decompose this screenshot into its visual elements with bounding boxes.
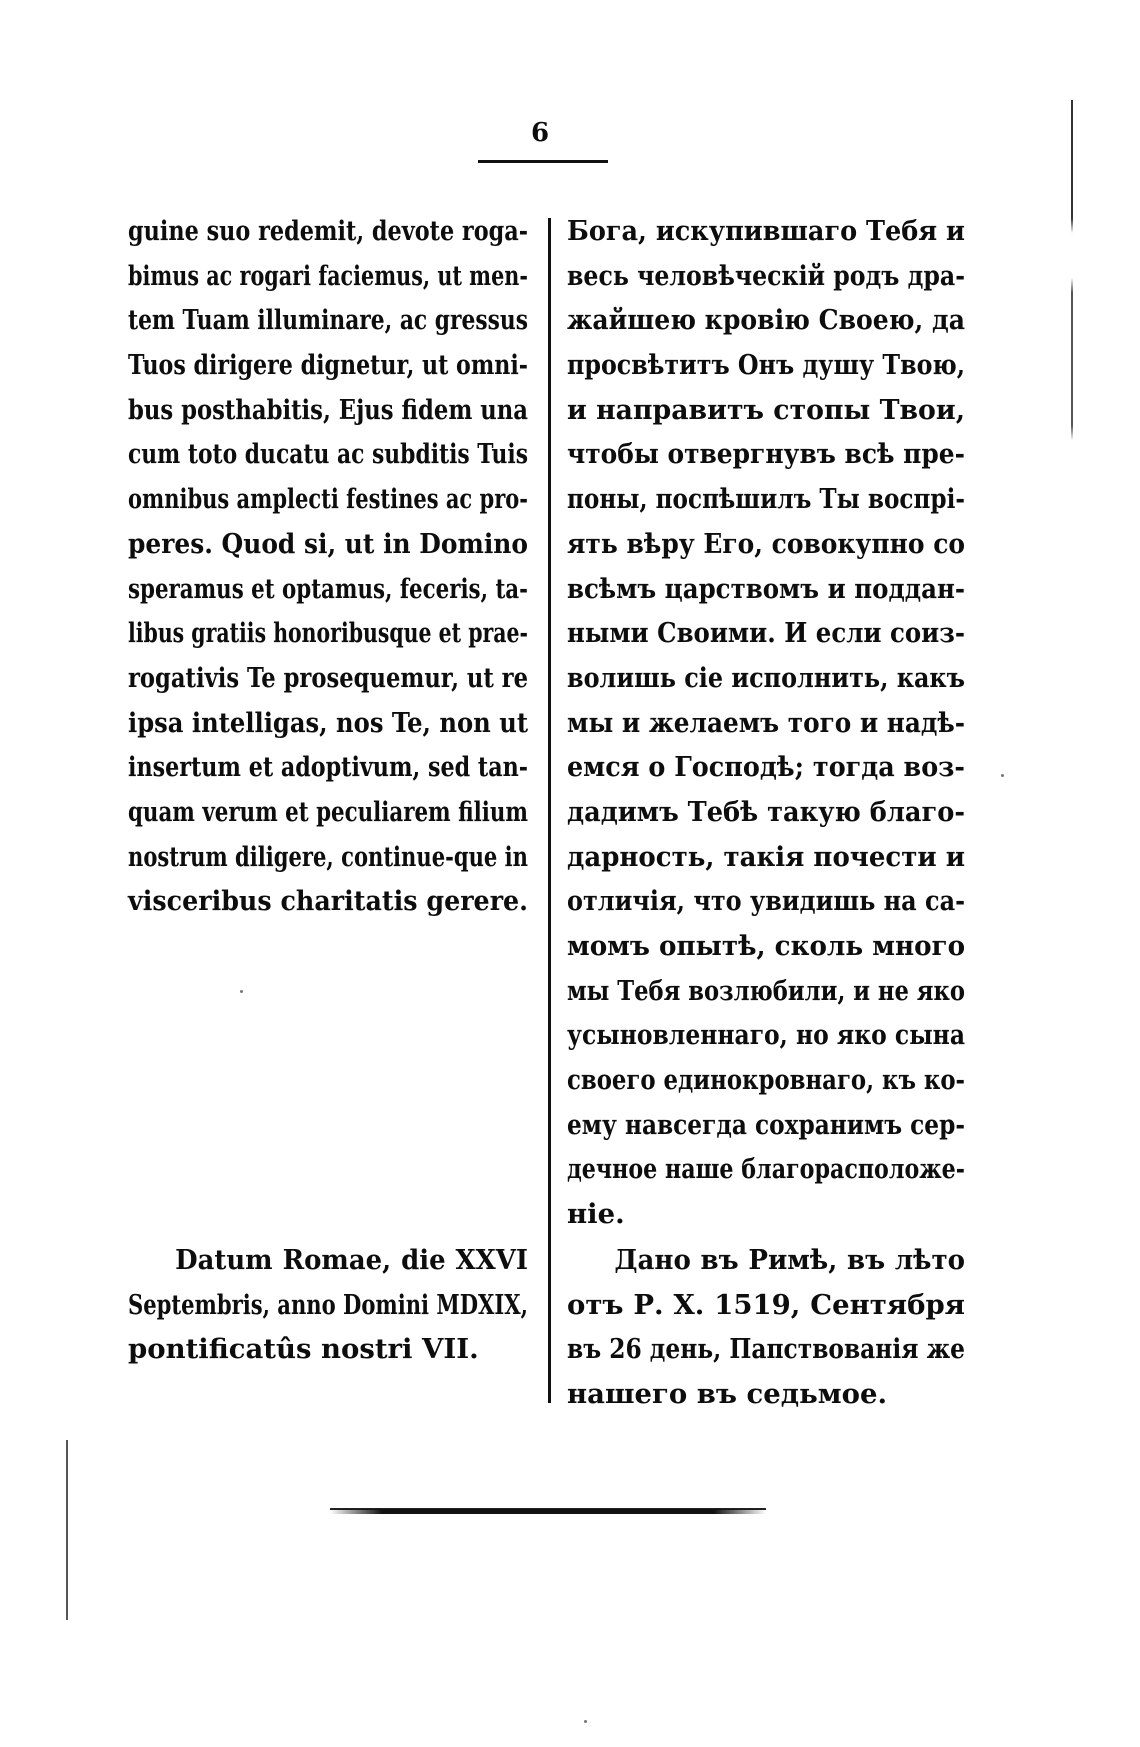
latin-column (128, 209, 528, 924)
latin-line: speramus et optamus, feceris, ta- (128, 572, 528, 605)
latin-line: libus gratiis honoribusque et prae- (128, 617, 528, 650)
latin-date-line: Datum Romae, die XXVI (175, 1244, 528, 1276)
scan-speck (1001, 774, 1004, 777)
russian-line: Бога, искупившаго Тебя и (567, 215, 965, 247)
russian-line: отличія, что увидишь на са- (567, 885, 966, 918)
latin-line: ipsa intelligas, nos Te, non ut (128, 706, 529, 739)
latin-dating-clause (128, 1238, 528, 1372)
russian-line: жайшею кровію Своею, да (567, 304, 965, 337)
end-rule-thick (330, 1509, 766, 1514)
latin-date-line: Septembris, anno Domini MDXIX, (128, 1288, 528, 1321)
russian-line: всѣмъ царствомъ и поддан- (567, 572, 966, 605)
russian-date-line: отъ Р. Х. 1519, Сентября (567, 1288, 965, 1321)
scan-edge-mark (1071, 100, 1073, 1580)
russian-line: волишь сіе исполнить, какъ (567, 661, 965, 694)
russian-line: поны, поспѣшилъ Ты воспрі- (567, 483, 966, 516)
scan-edge-mark (66, 1440, 68, 1620)
latin-line: insertum et adoptivum, sed tan- (128, 751, 529, 784)
latin-date-line: pontificatûs nostri VII. (128, 1333, 479, 1366)
latin-line: cum toto ducatu ac subditis Tuis (128, 438, 529, 471)
latin-line: quam verum et peculiarem filium (128, 795, 529, 828)
russian-line: момъ опытѣ, сколь много (567, 930, 966, 962)
latin-line: tem Tuam illuminare, ac gressus (128, 304, 528, 337)
latin-line: rogativis Te prosequemur, ut re (128, 661, 529, 694)
russian-line: своего единокровнаго, къ ко- (567, 1064, 966, 1097)
russian-line: весь человѣческій родъ дра- (567, 259, 966, 292)
latin-line: bimus ac rogari faciemus, ut men- (128, 259, 528, 292)
page-number: 6 (530, 118, 550, 148)
russian-date-line: Дано въ Римѣ, въ лѣто (614, 1244, 965, 1276)
russian-line: ніе. (567, 1198, 625, 1231)
russian-line: усыновленнаго, но яко сына (567, 1019, 966, 1052)
russian-line: дадимъ Тебѣ такую благо- (567, 795, 966, 828)
scan-speck (240, 990, 243, 993)
latin-line: visceribus charitatis gerere. (128, 885, 529, 918)
latin-line: bus posthabitis, Ejus fidem una (128, 393, 528, 426)
russian-line: ему навсегда сохранимъ сер- (567, 1108, 965, 1141)
latin-line: Tuos dirigere dignetur, ut omni- (128, 349, 529, 382)
russian-line: просвѣтитъ Онъ душу Твою, (567, 349, 966, 382)
russian-date-line: нашего въ седьмое. (567, 1378, 888, 1411)
russian-line: емся о Господѣ; тогда воз- (567, 751, 965, 784)
latin-line: peres. Quod si, ut in Domino (128, 527, 528, 560)
russian-date-line: въ 26 день, Папствованія же (567, 1333, 965, 1366)
russian-line: мы Тебя возлюбили, и не яко (567, 974, 965, 1007)
russian-dating-clause (567, 1238, 965, 1417)
latin-line: omnibus amplecti festines ac pro- (128, 483, 529, 516)
russian-column (567, 209, 965, 1237)
russian-line: ными Своими. И если соиз- (567, 617, 965, 650)
russian-line: дарность, такія почести и (567, 840, 965, 873)
russian-line: дечное наше благорасположе- (567, 1153, 965, 1186)
latin-line: nostrum diligere, continue-que in (128, 840, 528, 873)
scan-speck (584, 1720, 587, 1723)
latin-line: guine suo redemit, devote roga- (128, 215, 528, 247)
russian-line: и направитъ стопы Твои, (567, 393, 966, 426)
header-rule (478, 160, 608, 163)
russian-line: ять вѣру Его, совокупно со (567, 527, 966, 560)
russian-line: мы и желаемъ того и надѣ- (567, 706, 966, 739)
column-divider (548, 218, 551, 1403)
russian-line: чтобы отвергнувъ всѣ пре- (567, 438, 965, 471)
